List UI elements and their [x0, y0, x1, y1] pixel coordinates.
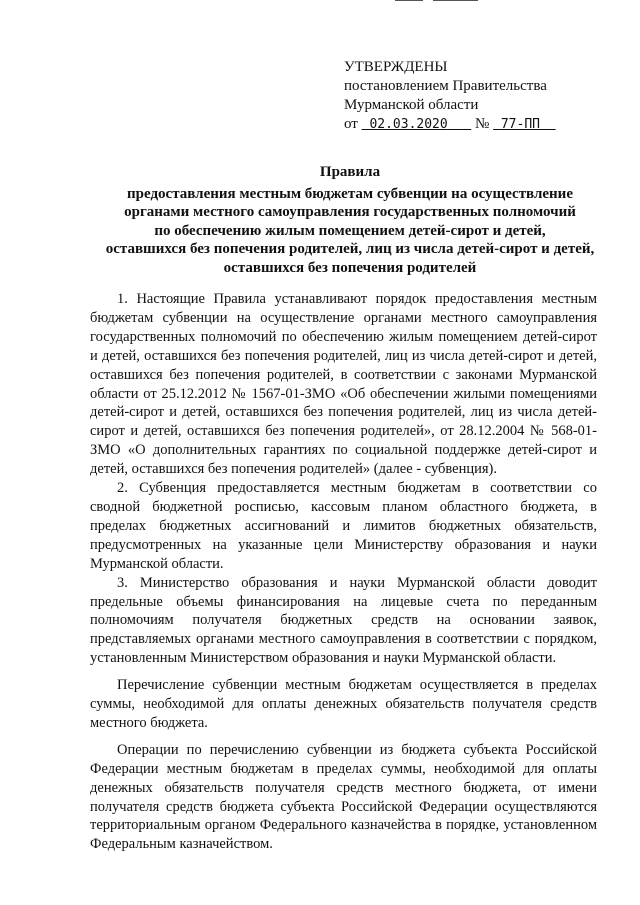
approval-date: 02.03.2020: [369, 117, 448, 132]
title-main: Правила: [319, 164, 381, 180]
paragraph-5: Операции по перечислению субвенции из бюджета субъекта Российской Федерации местным бюджетам в пределах суммы, необходимой для оплаты денежных обязательств получателя средств местного бюджета, от имени получателя средств бюджета субъекта Российской Федерации осуществляются территориальным органом Федерального казначейства в порядке, установленном Федеральным казначейством.: [90, 741, 597, 853]
paragraph-3: 3. Министерство образования и науки Мурманской области доводит предельные объемы финансирования на лицевые счета по переданным полномочиям получателя бюджетных средств на основании заявок, представляемых органами местного самоуправления в соответствии с порядком, установленным Министерством образования и науки Мурманской области.: [90, 574, 597, 667]
paragraph-4: Перечисление субвенции местным бюджетам осуществляется в пределах суммы, необходимой для оплаты денежных обязательств получателя средств местного бюджета.: [90, 677, 597, 731]
approval-heading: УТВЕРЖДЕНЫ: [344, 59, 448, 75]
scan-edge-marks: [395, 0, 485, 2]
paragraph-1: 1. Настоящие Правила устанавливают порядок предоставления местным бюджетам субвенции на осуществление органами местного самоуправления государственных полномочий по обеспечению жилым помещением детей-сирот и детей, оставшихся без попечения родителей, лиц из числа детей-сирот и детей, оставшихся без попечения родителей, в соответствии с законами Мурманской области от 25.12.2012 № 1567-01-ЗМО «Об обеспечении жилыми помещениями детей-сирот и детей, оставшихся без попечения родителей, лиц из числа детей-сирот и детей, оставшихся без попечения родителей», от 28.12.2004 № 568-01-ЗМО «О дополнительных гарантиях по социальной поддержке детей-сирот и детей, оставшихся без попечения родителей» (далее - субвенция).: [90, 291, 597, 478]
title-subtitle-line: органами местного самоуправления государственных полномочий: [124, 204, 576, 220]
paragraph-2: 2. Субвенция предоставляется местным бюджетам в соответствии со сводной бюджетной росписью, кассовым планом областного бюджета, в пределах бюджетных ассигнований и лимитов бюджетных обязательств, предусмотренных на указанные цели Министерству образования и науки Мурманской области.: [90, 480, 597, 572]
title-subtitle-line: предоставления местным бюджетам субвенции на осуществление: [127, 185, 573, 202]
approval-line-2: Мурманской области: [344, 97, 479, 113]
approval-date-line: [344, 115, 556, 134]
number-prefix: №: [474, 116, 490, 132]
approval-line-1: постановлением Правительства: [344, 78, 547, 94]
document-title: [60, 163, 640, 277]
title-subtitle-line: оставшихся без попечения родителей: [223, 259, 477, 276]
approval-number: 77-ПП: [500, 117, 540, 132]
document-body: [90, 290, 597, 854]
date-prefix: от: [344, 116, 358, 132]
title-subtitle-line: оставшихся без попечения родителей, лиц из числа детей-сирот и детей,: [105, 241, 595, 257]
title-subtitle-line: по обеспечению жилым помещением детей-сирот и детей,: [154, 222, 546, 239]
approval-stamp-block: [344, 58, 556, 134]
